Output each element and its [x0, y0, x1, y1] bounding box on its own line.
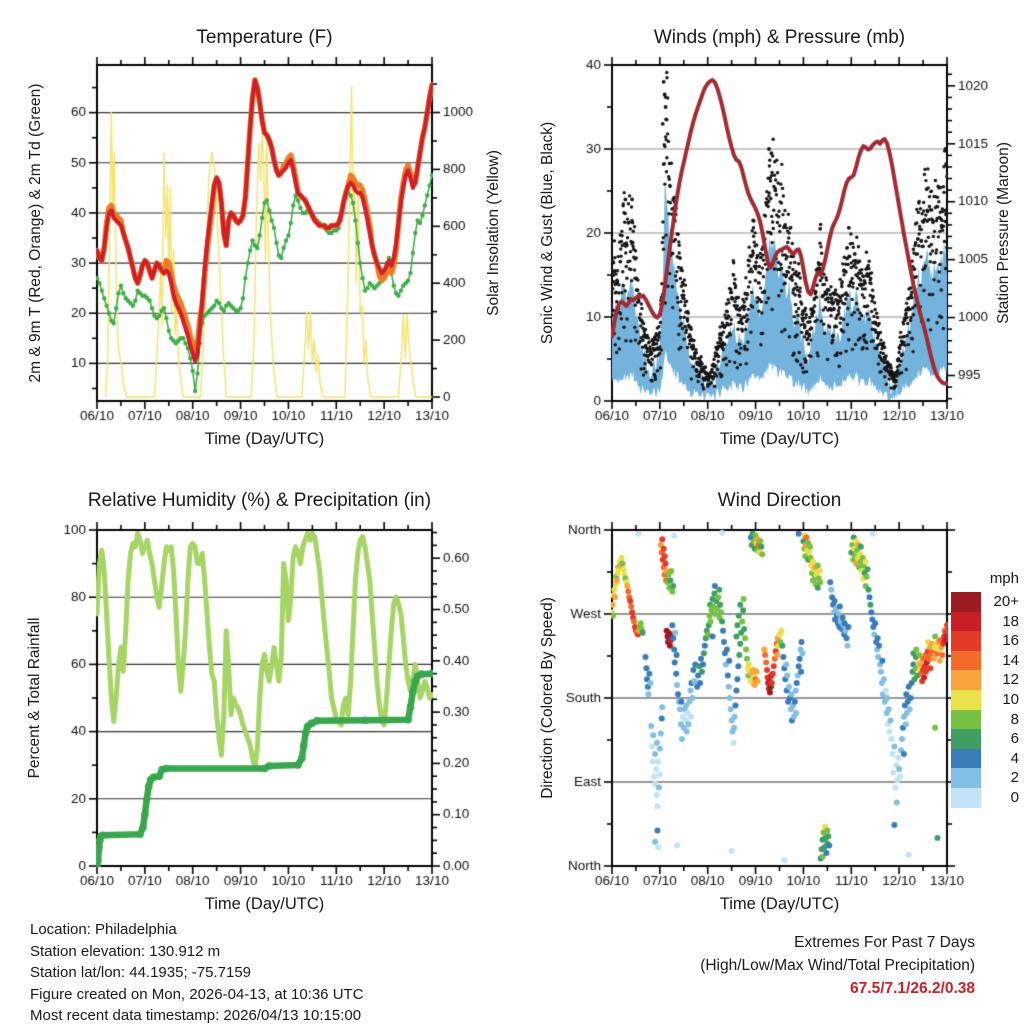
- legend-label: 6: [1010, 730, 1019, 748]
- legend-label: 16: [1002, 632, 1019, 650]
- legend-swatch: [951, 670, 981, 690]
- temperature-chart: [0, 0, 512, 460]
- wind-direction-xlabel: Time (Day/UTC): [719, 895, 840, 913]
- temperature-xlabel: Time (Day/UTC): [204, 430, 325, 448]
- legend-row: [951, 651, 1023, 671]
- station-location: Location: Philadelphia: [30, 921, 177, 938]
- legend-label: 18: [1002, 612, 1019, 630]
- humidity-precip-chart: [0, 460, 512, 920]
- legend-row: [951, 710, 1023, 730]
- legend-row: [951, 729, 1023, 749]
- extremes-values: 67.5/7.1/26.2/0.38: [850, 980, 975, 997]
- winds-pressure-title: Winds (mph) & Pressure (mb): [653, 27, 906, 48]
- temperature-ylabel-right: Solar Insolation (Yellow): [485, 150, 502, 316]
- wind-direction-ylabel-left: Direction (Colored By Speed): [539, 597, 556, 799]
- legend-swatch: [951, 749, 981, 769]
- legend-row: [951, 670, 1023, 690]
- legend-rows: [951, 592, 1023, 808]
- legend-row: [951, 592, 1023, 612]
- legend-swatch: [951, 710, 981, 730]
- legend-swatch: [951, 729, 981, 749]
- legend-label: 4: [1010, 749, 1019, 767]
- winds-ylabel-left: Sonic Wind & Gust (Blue, Black): [539, 121, 556, 345]
- wind-speed-legend: [951, 570, 1023, 808]
- legend-row: [951, 768, 1023, 788]
- legend-label: 10: [1002, 690, 1019, 708]
- legend-label: 14: [1002, 651, 1019, 669]
- pressure-ylabel-right: Station Pressure (Maroon): [995, 142, 1012, 324]
- temperature-ylabel-left: 2m & 9m T (Red, Orange) & 2m Td (Green): [27, 83, 44, 383]
- legend-label: 8: [1010, 710, 1019, 728]
- legend-row: [951, 788, 1023, 808]
- legend-swatch: [951, 651, 981, 671]
- legend-label: 0: [1010, 788, 1019, 806]
- legend-swatch: [951, 592, 981, 612]
- legend-label: 2: [1010, 769, 1019, 787]
- extremes-block: [700, 931, 975, 1000]
- legend-swatch: [951, 612, 981, 632]
- legend-swatch: [951, 631, 981, 651]
- wind-direction-chart: [512, 460, 1024, 920]
- station-metadata: [30, 919, 364, 1027]
- winds-pressure-xlabel: Time (Day/UTC): [719, 430, 840, 448]
- legend-swatch: [951, 768, 981, 788]
- humidity-precip-xlabel: Time (Day/UTC): [204, 895, 325, 913]
- legend-swatch: [951, 690, 981, 710]
- extremes-title: Extremes For Past 7 Days: [794, 934, 975, 951]
- legend-label: 12: [1002, 671, 1019, 689]
- humidity-ylabel-left: Percent & Total Rainfall: [26, 617, 43, 779]
- legend-row: [951, 690, 1023, 710]
- humidity-precip-title: Relative Humidity (%) & Precipitation (in): [87, 490, 432, 511]
- wind-direction-title: Wind Direction: [717, 490, 842, 511]
- legend-row: [951, 631, 1023, 651]
- most-recent-data-timestamp: Most recent data timestamp: 2026/04/13 10:15:00: [30, 1007, 362, 1025]
- figure-created-timestamp: Figure created on Mon, 2026-04-13, at 10:36 UTC: [30, 985, 364, 1003]
- station-latlon: Station lat/lon: 44.1935; -75.7159: [30, 964, 252, 982]
- temperature-title: Temperature (F): [196, 27, 333, 48]
- legend-label: 20+: [993, 593, 1019, 610]
- winds-pressure-chart: [512, 0, 1024, 460]
- legend-row: [951, 612, 1023, 632]
- legend-row: [951, 749, 1023, 769]
- extremes-subtitle: (High/Low/Max Wind/Total Precipitation): [700, 957, 975, 974]
- legend-swatch: [951, 788, 981, 808]
- legend-units-label: mph: [989, 570, 1019, 587]
- station-elevation: Station elevation: 130.912 m: [30, 942, 221, 960]
